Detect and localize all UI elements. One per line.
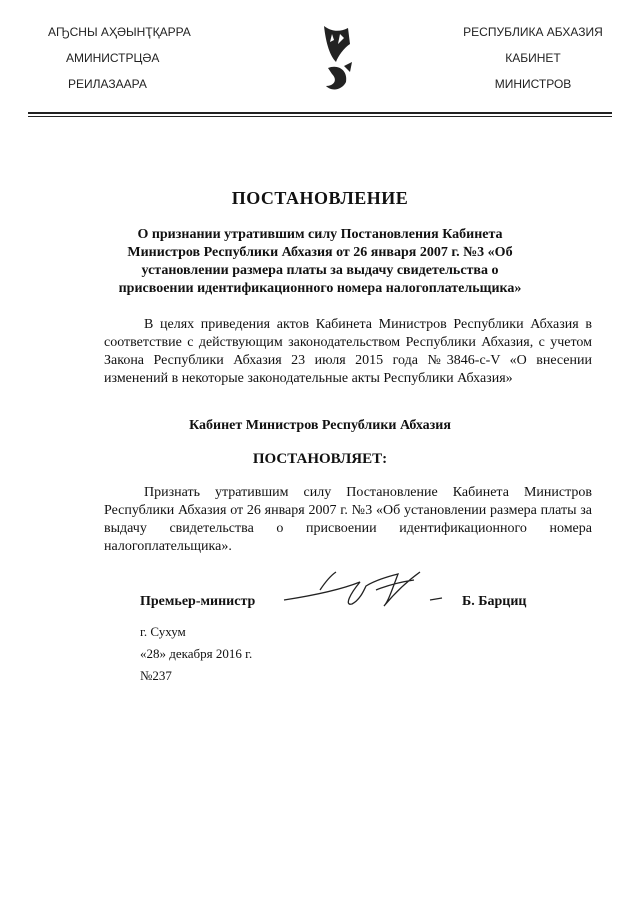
signature-icon: [280, 560, 450, 620]
document-number: №237: [140, 668, 172, 683]
document-subject: О признании утратившим силу Постановления Кабинета Министров Республики Абхазия от 26 января 2007 г. №3 «Об установлении размера платы за выдачу свидетельства о присвоении идентификационного номера налогоплательщика»: [118, 227, 522, 296]
clause-paragraph: Признать утратившим силу Постановление Кабинета Министров Республики Абхазия от 26 января 2007 г. №3 «Об установлении размера платы за выдачу свидетельства о присвоении идентификационного номера налогоплательщика».: [104, 485, 592, 554]
preamble-paragraph: В целях приведения актов Кабинета Министров Республики Абхазия в соответствие с действующим законодательством Республики Абхазия, с учетом Закона Республики Абхазия 23 июля 2015 года №3846-с-V «О внесении изменений в некоторые законодательные акты Республики Абхазия»: [104, 317, 592, 386]
letterhead-russian: [458, 24, 608, 102]
letterhead-abkhaz: [48, 24, 208, 102]
letterhead: [0, 0, 640, 100]
letterhead-line: РЕИЛАЗААРА: [68, 77, 147, 91]
header-divider-thin: [28, 116, 612, 117]
letterhead-line: АҦСНЫ АҲӘЫНҬҚАРРА: [48, 25, 191, 39]
letterhead-line: РЕСПУБЛИКА АБХАЗИЯ: [463, 25, 603, 39]
decree-heading: ПОСТАНОВЛЯЕТ:: [252, 451, 388, 467]
letterhead-line: КАБИНЕТ: [505, 51, 561, 65]
signer-name: Б. Барциц: [462, 594, 527, 609]
state-emblem-icon: [318, 22, 358, 94]
issue-city: г. Сухум: [140, 624, 186, 639]
issuing-body: Кабинет Министров Республики Абхазия: [189, 418, 451, 433]
letterhead-line: АМИНИСТРЦӘА: [66, 51, 160, 65]
letterhead-line: МИНИСТРОВ: [494, 77, 572, 91]
page-title: ПОСТАНОВЛЕНИЕ: [231, 188, 409, 208]
header-divider: [28, 112, 612, 114]
issue-date: «28» декабря 2016 г.: [140, 646, 253, 661]
signer-title: Премьер-министр: [140, 594, 256, 609]
